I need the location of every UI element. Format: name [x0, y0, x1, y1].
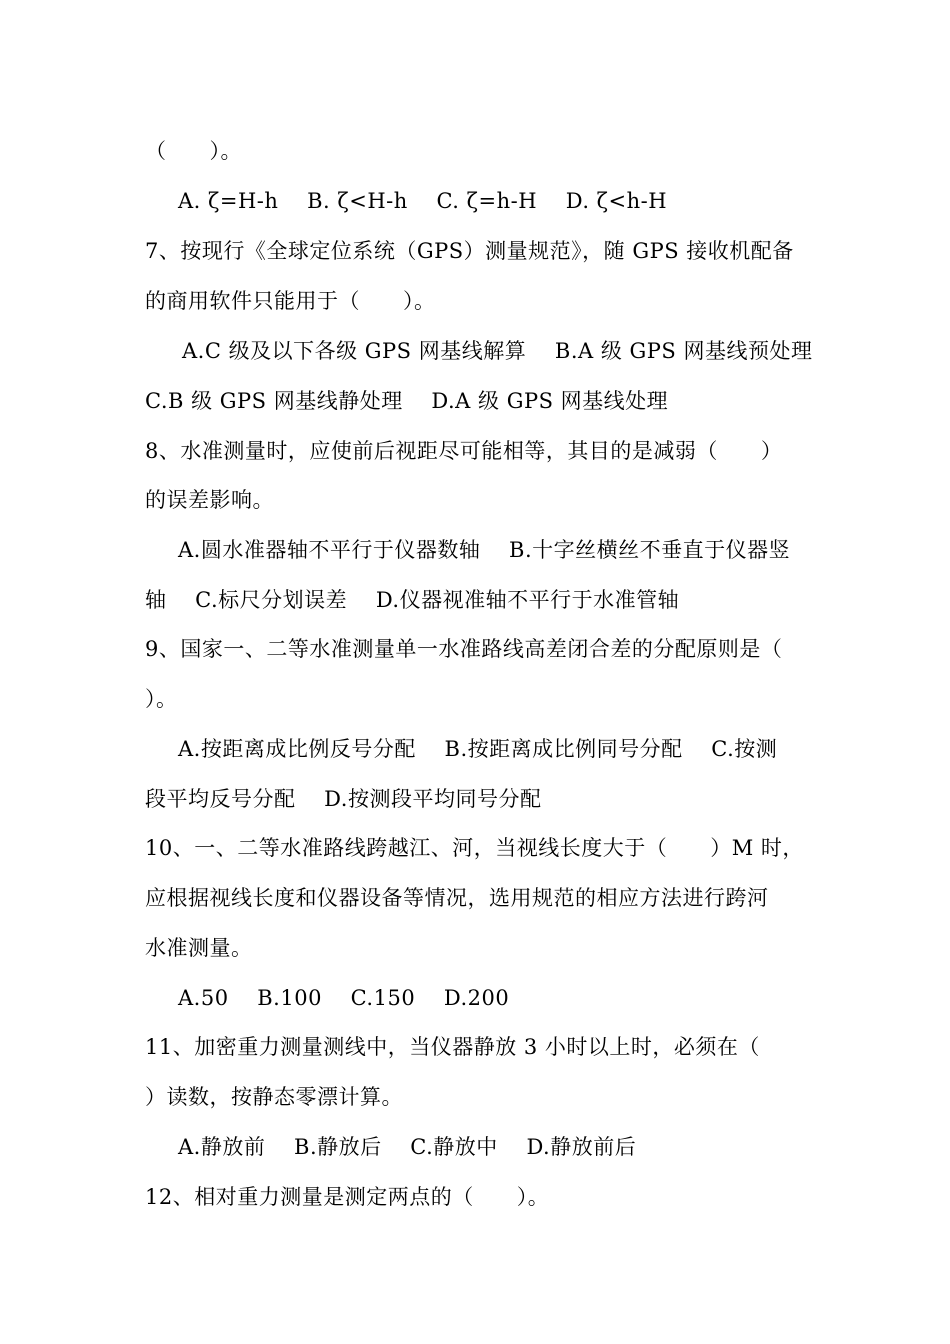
q9-options-line1: A.按距离成比例反号分配 B.按距离成比例同号分配 C.按测 [178, 737, 778, 761]
q8-options-line1: A.圆水准器轴不平行于仪器数轴 B.十字丝横丝不垂直于仪器竖 [178, 538, 791, 562]
q9-stem-line2: ）。 [145, 687, 178, 711]
q10-stem-line2: 应根据视线长度和仪器设备等情况，选用规范的相应方法进行跨河 [145, 886, 769, 910]
q10-options: A.50 B.100 C.150 D.200 [178, 986, 510, 1010]
q11-stem-line2: ）读数，按静态零漂计算。 [145, 1085, 403, 1109]
q10-stem-line1: 10、一、二等水准路线跨越江、河，当视线长度大于（ ）M 时， [145, 836, 804, 860]
q6-answer-blank: （ ）。 [145, 139, 242, 163]
q7-options-line1: A.C 级及以下各级 GPS 网基线解算 B.A 级 GPS 网基线预处理 [182, 339, 813, 363]
q12-stem: 12、相对重力测量是测定两点的（ ）。 [145, 1185, 550, 1209]
q11-stem-line1: 11、加密重力测量测线中，当仪器静放 3 小时以上时，必须在（ [145, 1035, 760, 1059]
q6-options: A. ζ=H-h B. ζ<H-h C. ζ=h-H D. ζ<h-H [178, 189, 668, 213]
q7-stem-line2: 的商用软件只能用于（ ）。 [145, 289, 436, 313]
q8-stem-line2: 的误差影响。 [145, 488, 274, 512]
q10-stem-line3: 水准测量。 [145, 936, 253, 960]
q8-stem-line1: 8、水准测量时，应使前后视距尽可能相等，其目的是减弱（ ） [145, 439, 783, 463]
q7-options-line2: C.B 级 GPS 网基线静处理 D.A 级 GPS 网基线处理 [145, 389, 669, 413]
q8-options-line2: 轴 C.标尺分划误差 D.仪器视准轴不平行于水准管轴 [145, 588, 680, 612]
q9-options-line2: 段平均反号分配 D.按测段平均同号分配 [145, 787, 542, 811]
q7-stem-line1: 7、按现行《全球定位系统（GPS）测量规范》，随 GPS 接收机配备 [145, 239, 794, 263]
q9-stem-line1: 9、国家一、二等水准测量单一水准路线高差闭合差的分配原则是（ [145, 637, 783, 661]
q11-options: A.静放前 B.静放后 C.静放中 D.静放前后 [178, 1135, 637, 1159]
